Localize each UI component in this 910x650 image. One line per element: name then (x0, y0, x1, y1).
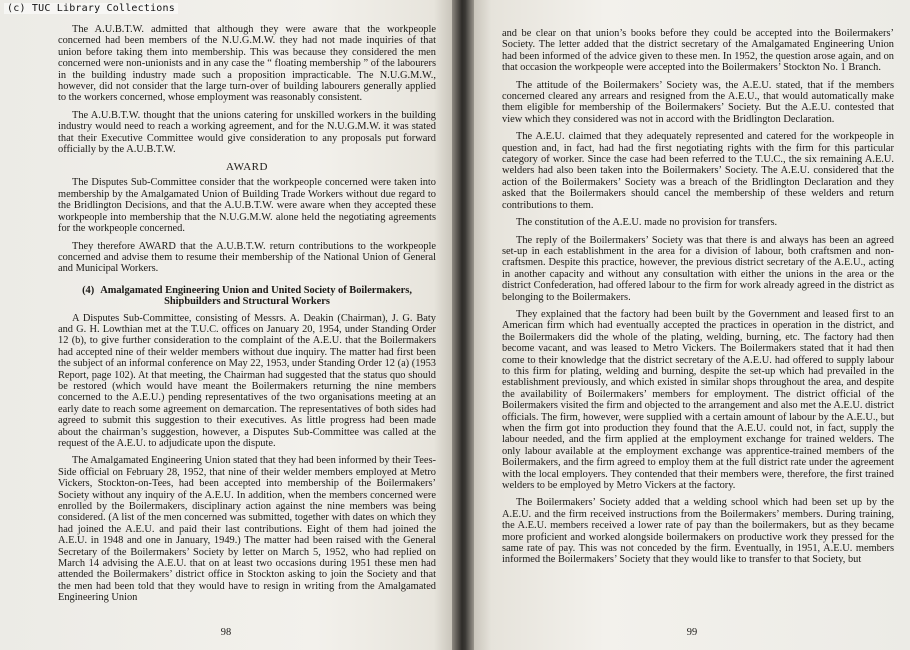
section-heading (58, 285, 436, 308)
section-number: (4) (82, 284, 95, 296)
paragraph: The A.U.B.T.W. thought that the unions catering for unskilled workers in the building industry would need to reach a working agreement, and for the N.U.G.M.W. it was stated that their Executive Committee would give consideration to any proposals put forward officially by the A.U.B.T.W. (58, 109, 436, 156)
paragraph: and be clear on that union’s books before they could be accepted into the Boilermakers’ Society. The letter added that the district secretary of the Amalgamated Engineering Union had been informed of the advice given to these men. In 1952, the question arose again, and on that occasion the workpeople were accepted into the Boilermakers’ Stockton No. 1 Branch. (502, 28, 894, 74)
copyright-watermark: (c) TUC Library Collections (4, 3, 178, 14)
paragraph: The reply of the Boilermakers’ Society was that there is and always has been an agreed set-up in each establishment in the area for a division of labour, both craftsmen and non-craftsmen. Despite this practice, however, the previous district secretary of the A.E.U., acting in another capacity and without any consultation with either the unions in the area or the district Confederation, had offered labour to the firm for work already agreed in the district as belonging to the Boilermakers. (502, 234, 894, 303)
right-page (474, 0, 910, 650)
paragraph: They explained that the factory had been built by the Government and leased first to an American firm which had eventually accepted the practices in operation in the district, and the Boilermakers did the whole of the plating, welding, burning, etc. The factory had then become vacant, and was leased to Metro Vickers. The Boilermakers stated that it had then come to their knowledge that the district secretary of the A.E.U. had offered to supply labour to this firm for plating, welding and burning, despite the set-up which had prevailed in the establishment previously, and which existed in similar shops throughout the area, and despite the availability of Boilermakers’ members for employment. The district official of the Boilermakers visited the firm and objected to the arrangement and also met the A.E.U. district officials. The firm, however, were supplied with a certain amount of labour by the A.E.U., but when the firm got into production they found that the A.E.U. could not, in fact, supply the labour needed, and the firm applied at the employment exchange for trained welders. The only labour available at the employment exchange was apprentice-trained members of the Boilermakers, and the firm agreed to employ them at the full district rate under the agreement with the local employers. They contended that their members were, therefore, the first trained welders to be employed by Metro Vickers at the factory. (502, 308, 894, 492)
left-page (0, 0, 452, 650)
award-heading: AWARD (226, 161, 268, 174)
paragraph: The constitution of the A.E.U. made no provision for transfers. (516, 217, 778, 229)
paragraph: They therefore AWARD that the A.U.B.T.W. return contributions to the workpeople concerned and advise them to resume their membership of the National Union of General and Municipal Workers. (58, 240, 436, 275)
paragraph: The attitude of the Boilermakers’ Society was, the A.E.U. stated, that if the members concerned cleared any arrears and resigned from the A.E.U., that would automatically make them eligible for membership of the Boilermakers’ Society. But the A.E.U. contested that view which they considered was not in accord with the Bridlington Declaration. (502, 79, 894, 125)
paragraph: The A.E.U. claimed that they adequately represented and catered for the workpeople in question and, in fact, had had the first negotiating rights with the firm for this particular category of worker. Since the case had been referred to the T.U.C., the six remaining A.E.U. welders had also been taken into the Boilermakers’ Society. The A.E.U. considered that the action of the Boilermakers’ Society was a breach of the Bridlington Declaration and they asked that the Boilermakers should cancel the membership of these welders and return contributions to them. (502, 131, 894, 211)
book-gutter (452, 0, 474, 650)
paragraph: The Boilermakers’ Society added that a welding school which had been set up by the A.E.U. and the firm received instructions from the Boilermakers’ members. During training, the A.E.U. members received a lower rate of pay than the boilermakers, but as they became more proficient and worked alongside boilermakers on productive work they pressed for the same rate of pay. This was not conceded by the firm. Eventually, in 1951, A.E.U. members informed the Boilermakers’ Society that they would like to transfer to that Society, but (502, 497, 894, 566)
paragraph: The Disputes Sub-Committee consider that the workpeople concerned were taken into membership by the Amalgamated Union of Building Trade Workers without due regard to the Bridlington Decisions, and that the A.U.B.T.W. were aware when they accepted these workpeople into membership that the N.U.G.M.W. alone held the negotiating agreements for the workpeople concerned. (58, 177, 436, 235)
page-number-left: 98 (220, 627, 232, 638)
page-number-right: 99 (686, 627, 698, 638)
paragraph: The A.U.B.T.W. admitted that although they were aware that the workpeople concerned had been members of the N.U.G.M.W. they had not made inquiries of that union before taking them into membership. This was because they considered the men concerned were non-unionists and in any case the “ floating membership ” of the labourers in the building industry made such a proposition impracticable. The N.U.G.M.W., however, did not consider that the large turn-over of building labourers generally applied to the workers concerned, whose employment was reasonably consistent. (58, 24, 436, 104)
section-title: Amalgamated Engineering Union and United Society of Boilermakers, Shipbuilders and Structural Workers (100, 284, 412, 308)
paragraph: A Disputes Sub-Committee, consisting of Messrs. A. Deakin (Chairman), J. G. Baty and G. H. Lowthian met at the T.U.C. offices on January 20, 1954, under Standing Order 12 (b), to give further consideration to the complaint of the A.E.U. that the Boilermakers had accepted nine of their welder members without due inquiry. The matter had first been the subject of an informal conference on May 22, 1953, under Standing Order 12 (a) (1953 Report, page 102). At that meeting, the Chairman had suggested that the status quo should be restored (which would have meant the Boilermakers returning the nine members concerned to the A.E.U.) pending representatives of the two organisations meeting at an early date to reach some agreement on demarcation. The representatives of both sides had agreed to submit this suggestion to their executives. As little progress had been made about the chairman’s suggestion, however, a Disputes Sub-Committee was called at the request of the A.E.U. to adjudicate upon the dispute. (58, 312, 436, 449)
paragraph: The Amalgamated Engineering Union stated that they had been informed by their Tees-Side official on February 28, 1952, that nine of their welder members employed at Metro Vickers, Stockton-on-Tees, had been accepted into membership of the Boilermakers’ Society without any inquiry of the A.E.U. In addition, when the members concerned were enrolled by the Boilermakers, disciplinary action against the nine members was being considered. (A list of the men concerned was submitted, together with dates on which they had joined the A.E.U. and paid their last contributions. Eight of them had joined the A.E.U. in 1948 and one in January, 1949.) The matter had been raised with the General Secretary of the Boilermakers’ Society by letter on March 5, 1952, who had replied on March 14 advising the A.E.U. that on at least two occasions during 1951 these men had attended the Boilermakers’ district office in Stockton asking to join the Society and that the men had been told that they would have to resign in writing from the Amalgamated Engineering Union (58, 455, 436, 604)
